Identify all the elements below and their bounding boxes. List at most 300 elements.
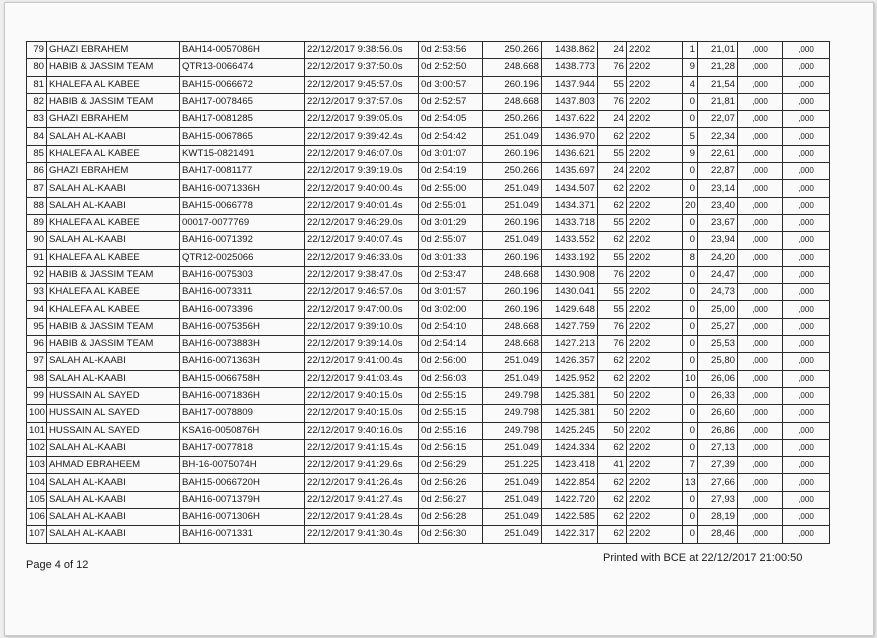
loft-id-cell: 76 bbox=[598, 336, 627, 353]
points-cell: 23,94 bbox=[698, 232, 738, 249]
table-row bbox=[27, 249, 830, 266]
place-cell: 90 bbox=[27, 232, 47, 249]
velocity-cell: 1434.507 bbox=[542, 180, 598, 197]
ring-number-cell: BAH16-0071379H bbox=[180, 491, 305, 508]
distance-cell: 249.798 bbox=[483, 387, 542, 404]
fancier-name-cell: HABIB & JASSIM TEAM bbox=[47, 93, 180, 110]
velocity-cell: 1424.334 bbox=[542, 439, 598, 456]
prize-a-cell: ,000 bbox=[738, 76, 783, 93]
points-cell: 21,54 bbox=[698, 76, 738, 93]
arrival-time-cell: 22/12/2017 9:41:30.4s bbox=[305, 526, 419, 543]
prize-b-cell: ,000 bbox=[783, 387, 830, 404]
race-code-cell: 2202 bbox=[627, 439, 683, 456]
race-code-cell: 2202 bbox=[627, 111, 683, 128]
place-cell: 83 bbox=[27, 111, 47, 128]
prize-count-cell: 9 bbox=[683, 145, 698, 162]
race-code-cell: 2202 bbox=[627, 526, 683, 543]
distance-cell: 260.196 bbox=[483, 301, 542, 318]
table-row bbox=[27, 457, 830, 474]
flight-time-cell: 0d 2:54:42 bbox=[419, 128, 483, 145]
ring-number-cell: BAH16-0075303 bbox=[180, 266, 305, 283]
velocity-cell: 1425.381 bbox=[542, 387, 598, 404]
flight-time-cell: 0d 2:55:00 bbox=[419, 180, 483, 197]
velocity-cell: 1425.381 bbox=[542, 405, 598, 422]
arrival-time-cell: 22/12/2017 9:40:15.0s bbox=[305, 405, 419, 422]
arrival-time-cell: 22/12/2017 9:39:10.0s bbox=[305, 318, 419, 335]
loft-id-cell: 55 bbox=[598, 145, 627, 162]
race-code-cell: 2202 bbox=[627, 214, 683, 231]
place-cell: 88 bbox=[27, 197, 47, 214]
arrival-time-cell: 22/12/2017 9:38:56.0s bbox=[305, 42, 419, 59]
ring-number-cell: BAH16-0071363H bbox=[180, 353, 305, 370]
loft-id-cell: 24 bbox=[598, 42, 627, 59]
flight-time-cell: 0d 3:01:57 bbox=[419, 284, 483, 301]
points-cell: 21,28 bbox=[698, 59, 738, 76]
distance-cell: 251.049 bbox=[483, 197, 542, 214]
flight-time-cell: 0d 2:56:29 bbox=[419, 457, 483, 474]
table-row bbox=[27, 422, 830, 439]
points-cell: 25,53 bbox=[698, 336, 738, 353]
loft-id-cell: 41 bbox=[598, 457, 627, 474]
velocity-cell: 1433.192 bbox=[542, 249, 598, 266]
prize-a-cell: ,000 bbox=[738, 336, 783, 353]
velocity-cell: 1422.585 bbox=[542, 509, 598, 526]
points-cell: 22,87 bbox=[698, 163, 738, 180]
prize-count-cell: 0 bbox=[683, 180, 698, 197]
prize-b-cell: ,000 bbox=[783, 111, 830, 128]
place-cell: 89 bbox=[27, 214, 47, 231]
race-code-cell: 2202 bbox=[627, 42, 683, 59]
fancier-name-cell: SALAH AL-KAABI bbox=[47, 232, 180, 249]
printed-timestamp: Printed with BCE at 22/12/2017 21:00:50 bbox=[603, 552, 803, 564]
prize-count-cell: 0 bbox=[683, 491, 698, 508]
table-row bbox=[27, 93, 830, 110]
flight-time-cell: 0d 3:02:00 bbox=[419, 301, 483, 318]
race-code-cell: 2202 bbox=[627, 370, 683, 387]
prize-b-cell: ,000 bbox=[783, 474, 830, 491]
points-cell: 28,46 bbox=[698, 526, 738, 543]
loft-id-cell: 62 bbox=[598, 353, 627, 370]
prize-a-cell: ,000 bbox=[738, 163, 783, 180]
prize-count-cell: 0 bbox=[683, 163, 698, 180]
place-cell: 102 bbox=[27, 439, 47, 456]
prize-b-cell: ,000 bbox=[783, 439, 830, 456]
fancier-name-cell: KHALEFA AL KABEE bbox=[47, 76, 180, 93]
race-code-cell: 2202 bbox=[627, 509, 683, 526]
table-row bbox=[27, 197, 830, 214]
points-cell: 23,67 bbox=[698, 214, 738, 231]
flight-time-cell: 0d 2:55:15 bbox=[419, 387, 483, 404]
velocity-cell: 1433.552 bbox=[542, 232, 598, 249]
prize-a-cell: ,000 bbox=[738, 266, 783, 283]
distance-cell: 251.049 bbox=[483, 491, 542, 508]
prize-count-cell: 9 bbox=[683, 59, 698, 76]
place-cell: 87 bbox=[27, 180, 47, 197]
prize-a-cell: ,000 bbox=[738, 526, 783, 543]
place-cell: 86 bbox=[27, 163, 47, 180]
table-row bbox=[27, 180, 830, 197]
arrival-time-cell: 22/12/2017 9:40:00.4s bbox=[305, 180, 419, 197]
ring-number-cell: BAH16-0073396 bbox=[180, 301, 305, 318]
arrival-time-cell: 22/12/2017 9:45:57.0s bbox=[305, 76, 419, 93]
prize-a-cell: ,000 bbox=[738, 93, 783, 110]
velocity-cell: 1422.317 bbox=[542, 526, 598, 543]
race-code-cell: 2202 bbox=[627, 180, 683, 197]
ring-number-cell: BH-16-0075074H bbox=[180, 457, 305, 474]
prize-a-cell: ,000 bbox=[738, 405, 783, 422]
prize-a-cell: ,000 bbox=[738, 509, 783, 526]
fancier-name-cell: KHALEFA AL KABEE bbox=[47, 145, 180, 162]
place-cell: 95 bbox=[27, 318, 47, 335]
points-cell: 22,34 bbox=[698, 128, 738, 145]
ring-number-cell: QTR12-0025066 bbox=[180, 249, 305, 266]
arrival-time-cell: 22/12/2017 9:41:26.4s bbox=[305, 474, 419, 491]
prize-a-cell: ,000 bbox=[738, 145, 783, 162]
velocity-cell: 1430.041 bbox=[542, 284, 598, 301]
fancier-name-cell: SALAH AL-KAABI bbox=[47, 180, 180, 197]
loft-id-cell: 55 bbox=[598, 301, 627, 318]
page-number: Page 4 of 12 bbox=[26, 559, 89, 571]
results-page bbox=[4, 2, 874, 636]
ring-number-cell: BAH15-0066778 bbox=[180, 197, 305, 214]
fancier-name-cell: SALAH AL-KAABI bbox=[47, 439, 180, 456]
loft-id-cell: 76 bbox=[598, 59, 627, 76]
table-row bbox=[27, 214, 830, 231]
fancier-name-cell: SALAH AL-KAABI bbox=[47, 128, 180, 145]
ring-number-cell: BAH14-0057086H bbox=[180, 42, 305, 59]
distance-cell: 248.668 bbox=[483, 266, 542, 283]
prize-b-cell: ,000 bbox=[783, 284, 830, 301]
race-code-cell: 2202 bbox=[627, 405, 683, 422]
race-results-table bbox=[26, 41, 830, 544]
arrival-time-cell: 22/12/2017 9:41:00.4s bbox=[305, 353, 419, 370]
place-cell: 80 bbox=[27, 59, 47, 76]
ring-number-cell: BAH16-0071836H bbox=[180, 387, 305, 404]
arrival-time-cell: 22/12/2017 9:41:27.4s bbox=[305, 491, 419, 508]
table-row bbox=[27, 111, 830, 128]
flight-time-cell: 0d 3:00:57 bbox=[419, 76, 483, 93]
prize-count-cell: 7 bbox=[683, 457, 698, 474]
velocity-cell: 1423.418 bbox=[542, 457, 598, 474]
loft-id-cell: 55 bbox=[598, 76, 627, 93]
place-cell: 82 bbox=[27, 93, 47, 110]
race-code-cell: 2202 bbox=[627, 457, 683, 474]
flight-time-cell: 0d 2:54:14 bbox=[419, 336, 483, 353]
distance-cell: 251.049 bbox=[483, 128, 542, 145]
race-code-cell: 2202 bbox=[627, 128, 683, 145]
velocity-cell: 1427.213 bbox=[542, 336, 598, 353]
prize-a-cell: ,000 bbox=[738, 180, 783, 197]
arrival-time-cell: 22/12/2017 9:39:14.0s bbox=[305, 336, 419, 353]
fancier-name-cell: HUSSAIN AL SAYED bbox=[47, 387, 180, 404]
table-row bbox=[27, 474, 830, 491]
place-cell: 85 bbox=[27, 145, 47, 162]
loft-id-cell: 55 bbox=[598, 284, 627, 301]
distance-cell: 248.668 bbox=[483, 318, 542, 335]
points-cell: 27,93 bbox=[698, 491, 738, 508]
table-row bbox=[27, 405, 830, 422]
place-cell: 106 bbox=[27, 509, 47, 526]
ring-number-cell: 00017-0077769 bbox=[180, 214, 305, 231]
race-code-cell: 2202 bbox=[627, 422, 683, 439]
velocity-cell: 1422.720 bbox=[542, 491, 598, 508]
fancier-name-cell: KHALEFA AL KABEE bbox=[47, 301, 180, 318]
velocity-cell: 1430.908 bbox=[542, 266, 598, 283]
distance-cell: 250.266 bbox=[483, 111, 542, 128]
flight-time-cell: 0d 2:55:07 bbox=[419, 232, 483, 249]
loft-id-cell: 76 bbox=[598, 318, 627, 335]
velocity-cell: 1438.862 bbox=[542, 42, 598, 59]
prize-count-cell: 0 bbox=[683, 405, 698, 422]
fancier-name-cell: HUSSAIN AL SAYED bbox=[47, 422, 180, 439]
flight-time-cell: 0d 2:56:03 bbox=[419, 370, 483, 387]
loft-id-cell: 50 bbox=[598, 387, 627, 404]
place-cell: 97 bbox=[27, 353, 47, 370]
points-cell: 27,66 bbox=[698, 474, 738, 491]
prize-b-cell: ,000 bbox=[783, 336, 830, 353]
race-code-cell: 2202 bbox=[627, 232, 683, 249]
prize-a-cell: ,000 bbox=[738, 439, 783, 456]
distance-cell: 251.049 bbox=[483, 474, 542, 491]
prize-count-cell: 5 bbox=[683, 128, 698, 145]
distance-cell: 250.266 bbox=[483, 42, 542, 59]
race-code-cell: 2202 bbox=[627, 387, 683, 404]
ring-number-cell: BAH16-0071306H bbox=[180, 509, 305, 526]
arrival-time-cell: 22/12/2017 9:39:19.0s bbox=[305, 163, 419, 180]
race-code-cell: 2202 bbox=[627, 284, 683, 301]
table-row bbox=[27, 439, 830, 456]
table-row bbox=[27, 370, 830, 387]
race-code-cell: 2202 bbox=[627, 318, 683, 335]
ring-number-cell: BAH15-0067865 bbox=[180, 128, 305, 145]
ring-number-cell: BAH17-0081177 bbox=[180, 163, 305, 180]
arrival-time-cell: 22/12/2017 9:41:29.6s bbox=[305, 457, 419, 474]
points-cell: 26,86 bbox=[698, 422, 738, 439]
prize-b-cell: ,000 bbox=[783, 526, 830, 543]
prize-b-cell: ,000 bbox=[783, 42, 830, 59]
ring-number-cell: BAH16-0071392 bbox=[180, 232, 305, 249]
velocity-cell: 1436.970 bbox=[542, 128, 598, 145]
place-cell: 96 bbox=[27, 336, 47, 353]
table-row bbox=[27, 284, 830, 301]
flight-time-cell: 0d 2:56:00 bbox=[419, 353, 483, 370]
ring-number-cell: BAH17-0078809 bbox=[180, 405, 305, 422]
prize-b-cell: ,000 bbox=[783, 491, 830, 508]
flight-time-cell: 0d 2:53:47 bbox=[419, 266, 483, 283]
race-code-cell: 2202 bbox=[627, 474, 683, 491]
distance-cell: 251.049 bbox=[483, 370, 542, 387]
flight-time-cell: 0d 2:55:01 bbox=[419, 197, 483, 214]
points-cell: 26,06 bbox=[698, 370, 738, 387]
prize-count-cell: 0 bbox=[683, 509, 698, 526]
prize-count-cell: 0 bbox=[683, 111, 698, 128]
loft-id-cell: 76 bbox=[598, 93, 627, 110]
place-cell: 81 bbox=[27, 76, 47, 93]
prize-a-cell: ,000 bbox=[738, 318, 783, 335]
points-cell: 23,40 bbox=[698, 197, 738, 214]
loft-id-cell: 76 bbox=[598, 266, 627, 283]
arrival-time-cell: 22/12/2017 9:40:15.0s bbox=[305, 387, 419, 404]
prize-b-cell: ,000 bbox=[783, 76, 830, 93]
prize-b-cell: ,000 bbox=[783, 301, 830, 318]
race-code-cell: 2202 bbox=[627, 301, 683, 318]
place-cell: 93 bbox=[27, 284, 47, 301]
arrival-time-cell: 22/12/2017 9:46:57.0s bbox=[305, 284, 419, 301]
fancier-name-cell: SALAH AL-KAABI bbox=[47, 197, 180, 214]
table-row bbox=[27, 336, 830, 353]
loft-id-cell: 62 bbox=[598, 232, 627, 249]
flight-time-cell: 0d 2:56:30 bbox=[419, 526, 483, 543]
prize-a-cell: ,000 bbox=[738, 474, 783, 491]
ring-number-cell: KSA16-0050876H bbox=[180, 422, 305, 439]
fancier-name-cell: HABIB & JASSIM TEAM bbox=[47, 336, 180, 353]
distance-cell: 251.225 bbox=[483, 457, 542, 474]
table-row bbox=[27, 128, 830, 145]
points-cell: 26,60 bbox=[698, 405, 738, 422]
points-cell: 28,19 bbox=[698, 509, 738, 526]
distance-cell: 248.668 bbox=[483, 93, 542, 110]
distance-cell: 251.049 bbox=[483, 439, 542, 456]
fancier-name-cell: GHAZI EBRAHEM bbox=[47, 163, 180, 180]
flight-time-cell: 0d 2:56:26 bbox=[419, 474, 483, 491]
prize-a-cell: ,000 bbox=[738, 353, 783, 370]
ring-number-cell: BAH16-0071336H bbox=[180, 180, 305, 197]
velocity-cell: 1434.371 bbox=[542, 197, 598, 214]
points-cell: 25,00 bbox=[698, 301, 738, 318]
prize-b-cell: ,000 bbox=[783, 353, 830, 370]
flight-time-cell: 0d 2:52:50 bbox=[419, 59, 483, 76]
fancier-name-cell: HABIB & JASSIM TEAM bbox=[47, 59, 180, 76]
arrival-time-cell: 22/12/2017 9:40:16.0s bbox=[305, 422, 419, 439]
velocity-cell: 1436.621 bbox=[542, 145, 598, 162]
ring-number-cell: KWT15-0821491 bbox=[180, 145, 305, 162]
distance-cell: 249.798 bbox=[483, 422, 542, 439]
flight-time-cell: 0d 2:56:28 bbox=[419, 509, 483, 526]
distance-cell: 251.049 bbox=[483, 232, 542, 249]
ring-number-cell: BAH15-0066720H bbox=[180, 474, 305, 491]
prize-b-cell: ,000 bbox=[783, 509, 830, 526]
distance-cell: 251.049 bbox=[483, 180, 542, 197]
arrival-time-cell: 22/12/2017 9:46:29.0s bbox=[305, 214, 419, 231]
points-cell: 21,81 bbox=[698, 93, 738, 110]
arrival-time-cell: 22/12/2017 9:41:03.4s bbox=[305, 370, 419, 387]
fancier-name-cell: GHAZI EBRAHEM bbox=[47, 111, 180, 128]
prize-count-cell: 1 bbox=[683, 42, 698, 59]
velocity-cell: 1435.697 bbox=[542, 163, 598, 180]
loft-id-cell: 62 bbox=[598, 526, 627, 543]
loft-id-cell: 62 bbox=[598, 197, 627, 214]
table-row bbox=[27, 353, 830, 370]
points-cell: 24,20 bbox=[698, 249, 738, 266]
flight-time-cell: 0d 2:54:10 bbox=[419, 318, 483, 335]
race-code-cell: 2202 bbox=[627, 336, 683, 353]
ring-number-cell: BAH15-0066672 bbox=[180, 76, 305, 93]
distance-cell: 260.196 bbox=[483, 284, 542, 301]
race-code-cell: 2202 bbox=[627, 59, 683, 76]
distance-cell: 260.196 bbox=[483, 76, 542, 93]
flight-time-cell: 0d 2:56:15 bbox=[419, 439, 483, 456]
loft-id-cell: 50 bbox=[598, 422, 627, 439]
velocity-cell: 1425.245 bbox=[542, 422, 598, 439]
prize-a-cell: ,000 bbox=[738, 111, 783, 128]
loft-id-cell: 55 bbox=[598, 214, 627, 231]
prize-b-cell: ,000 bbox=[783, 232, 830, 249]
arrival-time-cell: 22/12/2017 9:46:07.0s bbox=[305, 145, 419, 162]
place-cell: 84 bbox=[27, 128, 47, 145]
race-code-cell: 2202 bbox=[627, 163, 683, 180]
arrival-time-cell: 22/12/2017 9:41:15.4s bbox=[305, 439, 419, 456]
prize-count-cell: 10 bbox=[683, 370, 698, 387]
distance-cell: 248.668 bbox=[483, 59, 542, 76]
loft-id-cell: 62 bbox=[598, 439, 627, 456]
table-row bbox=[27, 42, 830, 59]
velocity-cell: 1427.759 bbox=[542, 318, 598, 335]
prize-a-cell: ,000 bbox=[738, 128, 783, 145]
race-code-cell: 2202 bbox=[627, 353, 683, 370]
prize-b-cell: ,000 bbox=[783, 405, 830, 422]
prize-count-cell: 0 bbox=[683, 422, 698, 439]
ring-number-cell: QTR13-0066474 bbox=[180, 59, 305, 76]
velocity-cell: 1422.854 bbox=[542, 474, 598, 491]
distance-cell: 250.266 bbox=[483, 163, 542, 180]
prize-b-cell: ,000 bbox=[783, 266, 830, 283]
table-row bbox=[27, 491, 830, 508]
points-cell: 22,07 bbox=[698, 111, 738, 128]
prize-a-cell: ,000 bbox=[738, 42, 783, 59]
distance-cell: 249.798 bbox=[483, 405, 542, 422]
place-cell: 79 bbox=[27, 42, 47, 59]
table-row bbox=[27, 509, 830, 526]
points-cell: 21,01 bbox=[698, 42, 738, 59]
points-cell: 24,47 bbox=[698, 266, 738, 283]
flight-time-cell: 0d 3:01:07 bbox=[419, 145, 483, 162]
prize-b-cell: ,000 bbox=[783, 163, 830, 180]
prize-a-cell: ,000 bbox=[738, 422, 783, 439]
place-cell: 98 bbox=[27, 370, 47, 387]
prize-a-cell: ,000 bbox=[738, 197, 783, 214]
prize-count-cell: 4 bbox=[683, 76, 698, 93]
table-row bbox=[27, 526, 830, 543]
points-cell: 25,80 bbox=[698, 353, 738, 370]
place-cell: 103 bbox=[27, 457, 47, 474]
loft-id-cell: 62 bbox=[598, 128, 627, 145]
fancier-name-cell: SALAH AL-KAABI bbox=[47, 353, 180, 370]
ring-number-cell: BAH16-0073311 bbox=[180, 284, 305, 301]
place-cell: 101 bbox=[27, 422, 47, 439]
prize-a-cell: ,000 bbox=[738, 491, 783, 508]
points-cell: 26,33 bbox=[698, 387, 738, 404]
velocity-cell: 1425.952 bbox=[542, 370, 598, 387]
arrival-time-cell: 22/12/2017 9:40:01.4s bbox=[305, 197, 419, 214]
race-code-cell: 2202 bbox=[627, 197, 683, 214]
points-cell: 27,39 bbox=[698, 457, 738, 474]
fancier-name-cell: SALAH AL-KAABI bbox=[47, 370, 180, 387]
loft-id-cell: 62 bbox=[598, 370, 627, 387]
fancier-name-cell: KHALEFA AL KABEE bbox=[47, 284, 180, 301]
points-cell: 24,73 bbox=[698, 284, 738, 301]
flight-time-cell: 0d 2:52:57 bbox=[419, 93, 483, 110]
flight-time-cell: 0d 2:53:56 bbox=[419, 42, 483, 59]
velocity-cell: 1433.718 bbox=[542, 214, 598, 231]
place-cell: 104 bbox=[27, 474, 47, 491]
ring-number-cell: BAH17-0078465 bbox=[180, 93, 305, 110]
flight-time-cell: 0d 3:01:29 bbox=[419, 214, 483, 231]
prize-count-cell: 0 bbox=[683, 439, 698, 456]
table-row bbox=[27, 232, 830, 249]
prize-count-cell: 0 bbox=[683, 266, 698, 283]
distance-cell: 251.049 bbox=[483, 509, 542, 526]
velocity-cell: 1437.944 bbox=[542, 76, 598, 93]
